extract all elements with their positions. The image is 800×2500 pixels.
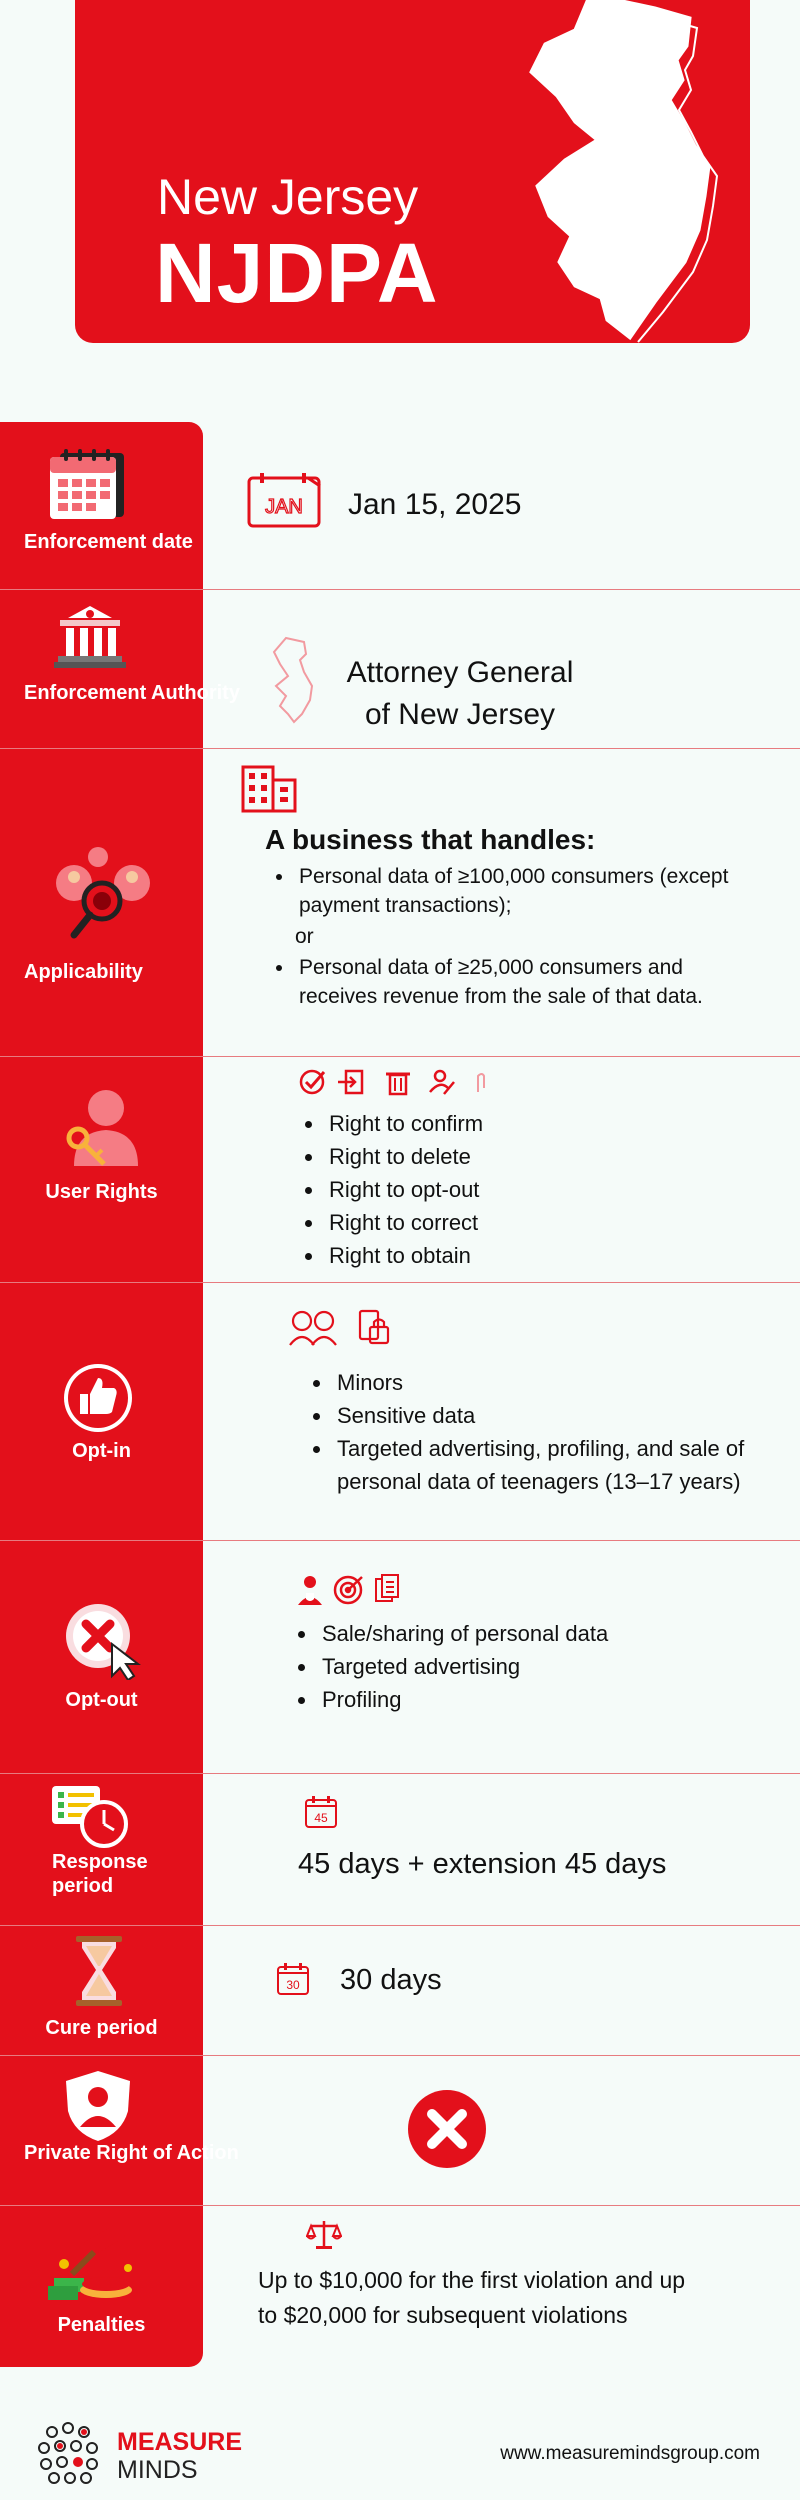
hourglass-icon <box>72 1934 126 2008</box>
divider <box>0 2055 800 2056</box>
user-right-item: • Right to confirm <box>325 1107 625 1140</box>
target-icon <box>335 1577 362 1603</box>
courthouse-icon <box>54 598 126 670</box>
user-right-item: • Right to delete <box>325 1140 625 1173</box>
check-confirm-icon <box>301 1071 324 1093</box>
applicability-list-2 <box>267 953 765 1011</box>
label-applicability: Applicability <box>24 961 143 983</box>
label-response-period: Response period <box>52 1851 148 1897</box>
user-key-icon <box>64 1088 142 1168</box>
optout-icons-row <box>296 1573 402 1607</box>
rights-icons-row <box>298 1066 496 1098</box>
divider <box>0 589 800 590</box>
optin-icons-row <box>288 1307 400 1347</box>
divider <box>0 1773 800 1774</box>
sign-in-icon <box>338 1071 362 1093</box>
label-cure-period: Cure period <box>45 2017 158 2039</box>
calendar-30-icon <box>276 1962 310 1996</box>
penalties-value: Up to $10,000 for the first violation and up to $20,000 for subsequent violations <box>258 2267 686 2328</box>
label-private-right-of-action: Private Right of Action <box>24 2142 239 2164</box>
user-right-item: • Right to obtain <box>325 1239 625 1272</box>
svg-text:JAN: JAN <box>265 496 303 518</box>
calendar-icon <box>46 445 132 521</box>
new-jersey-map-icon <box>505 0 750 343</box>
response-period-value: 45 days + extension 45 days <box>298 1848 667 1880</box>
documents-icon <box>376 1575 398 1601</box>
opt-in-list <box>305 1366 773 1498</box>
new-jersey-outline-icon <box>270 636 320 724</box>
applicability-list <box>267 862 765 920</box>
brand-name-top: MEASURE <box>117 2428 243 2456</box>
enforcement-date-value: Jan 15, 2025 <box>348 488 522 521</box>
label-opt-in: Opt-in <box>72 1440 131 1462</box>
measure-minds-logo-icon <box>34 2418 104 2488</box>
applicability-heading: A business that handles: <box>265 824 596 855</box>
brand-name-bottom: MINDS <box>117 2456 198 2484</box>
svg-text:45: 45 <box>314 1811 328 1825</box>
checklist-clock-icon <box>50 1782 132 1850</box>
label-enforcement-authority: Enforcement Authority <box>24 682 240 704</box>
opt-in-item: • Minors <box>333 1366 773 1399</box>
label-user-rights: User Rights <box>45 1181 158 1203</box>
law-title: NJDPA <box>155 226 439 320</box>
label-enforcement-date: Enforcement date <box>24 531 193 553</box>
calendar-45-icon <box>304 1795 338 1829</box>
opt-out-item: • Profiling <box>318 1683 618 1716</box>
people-search-icon <box>52 843 156 943</box>
divider <box>0 748 800 749</box>
divider <box>0 1540 800 1541</box>
svg-text:30: 30 <box>286 1978 300 1992</box>
opt-in-item: • Sensitive data <box>333 1399 773 1432</box>
opt-in-item: • Targeted advertising, profiling, and sale of personal data of teenagers (13–17 years) <box>333 1432 773 1498</box>
applicability-or: or <box>295 925 314 948</box>
applicability-item: • Personal data of ≥25,000 consumers and receives revenue from the sale of that data. <box>295 953 765 1011</box>
user-right-item: • Right to correct <box>325 1206 625 1239</box>
state-name: New Jersey <box>157 169 419 225</box>
shield-user-icon <box>62 2069 134 2143</box>
divider <box>0 1056 800 1057</box>
office-building-icon <box>240 764 298 814</box>
opt-out-item: • Targeted advertising <box>318 1650 618 1683</box>
trash-icon <box>386 1074 410 1094</box>
scales-of-justice-icon <box>306 2218 342 2250</box>
opt-out-list <box>290 1617 618 1716</box>
hand-obtain-icon <box>478 1074 484 1092</box>
user-right-item: • Right to opt-out <box>325 1173 625 1206</box>
thumbs-up-icon <box>62 1362 134 1434</box>
person-shield-icon <box>298 1576 322 1605</box>
cure-period-value: 30 days <box>340 1964 442 1996</box>
minors-icon <box>290 1312 336 1345</box>
label-opt-out: Opt-out <box>65 1689 138 1711</box>
label-penalties: Penalties <box>57 2314 146 2336</box>
sensitive-data-lock-icon <box>360 1311 388 1343</box>
opt-out-item: • Sale/sharing of personal data <box>318 1617 618 1650</box>
applicability-item: • Personal data of ≥100,000 consumers (except payment transactions); <box>295 862 765 920</box>
calendar-jan-icon <box>246 470 324 530</box>
divider <box>0 1925 800 1926</box>
gavel-money-icon <box>44 2228 142 2304</box>
user-rights-list <box>297 1107 625 1272</box>
cancel-cursor-icon <box>62 1600 146 1680</box>
hero-banner <box>75 0 750 343</box>
no-cross-icon <box>407 2089 487 2169</box>
divider <box>0 2205 800 2206</box>
enforcement-authority-value: Attorney General of New Jersey <box>346 656 574 731</box>
divider <box>0 1282 800 1283</box>
website-url[interactable]: www.measuremindsgroup.com <box>500 2443 760 2464</box>
user-edit-icon <box>430 1071 454 1094</box>
